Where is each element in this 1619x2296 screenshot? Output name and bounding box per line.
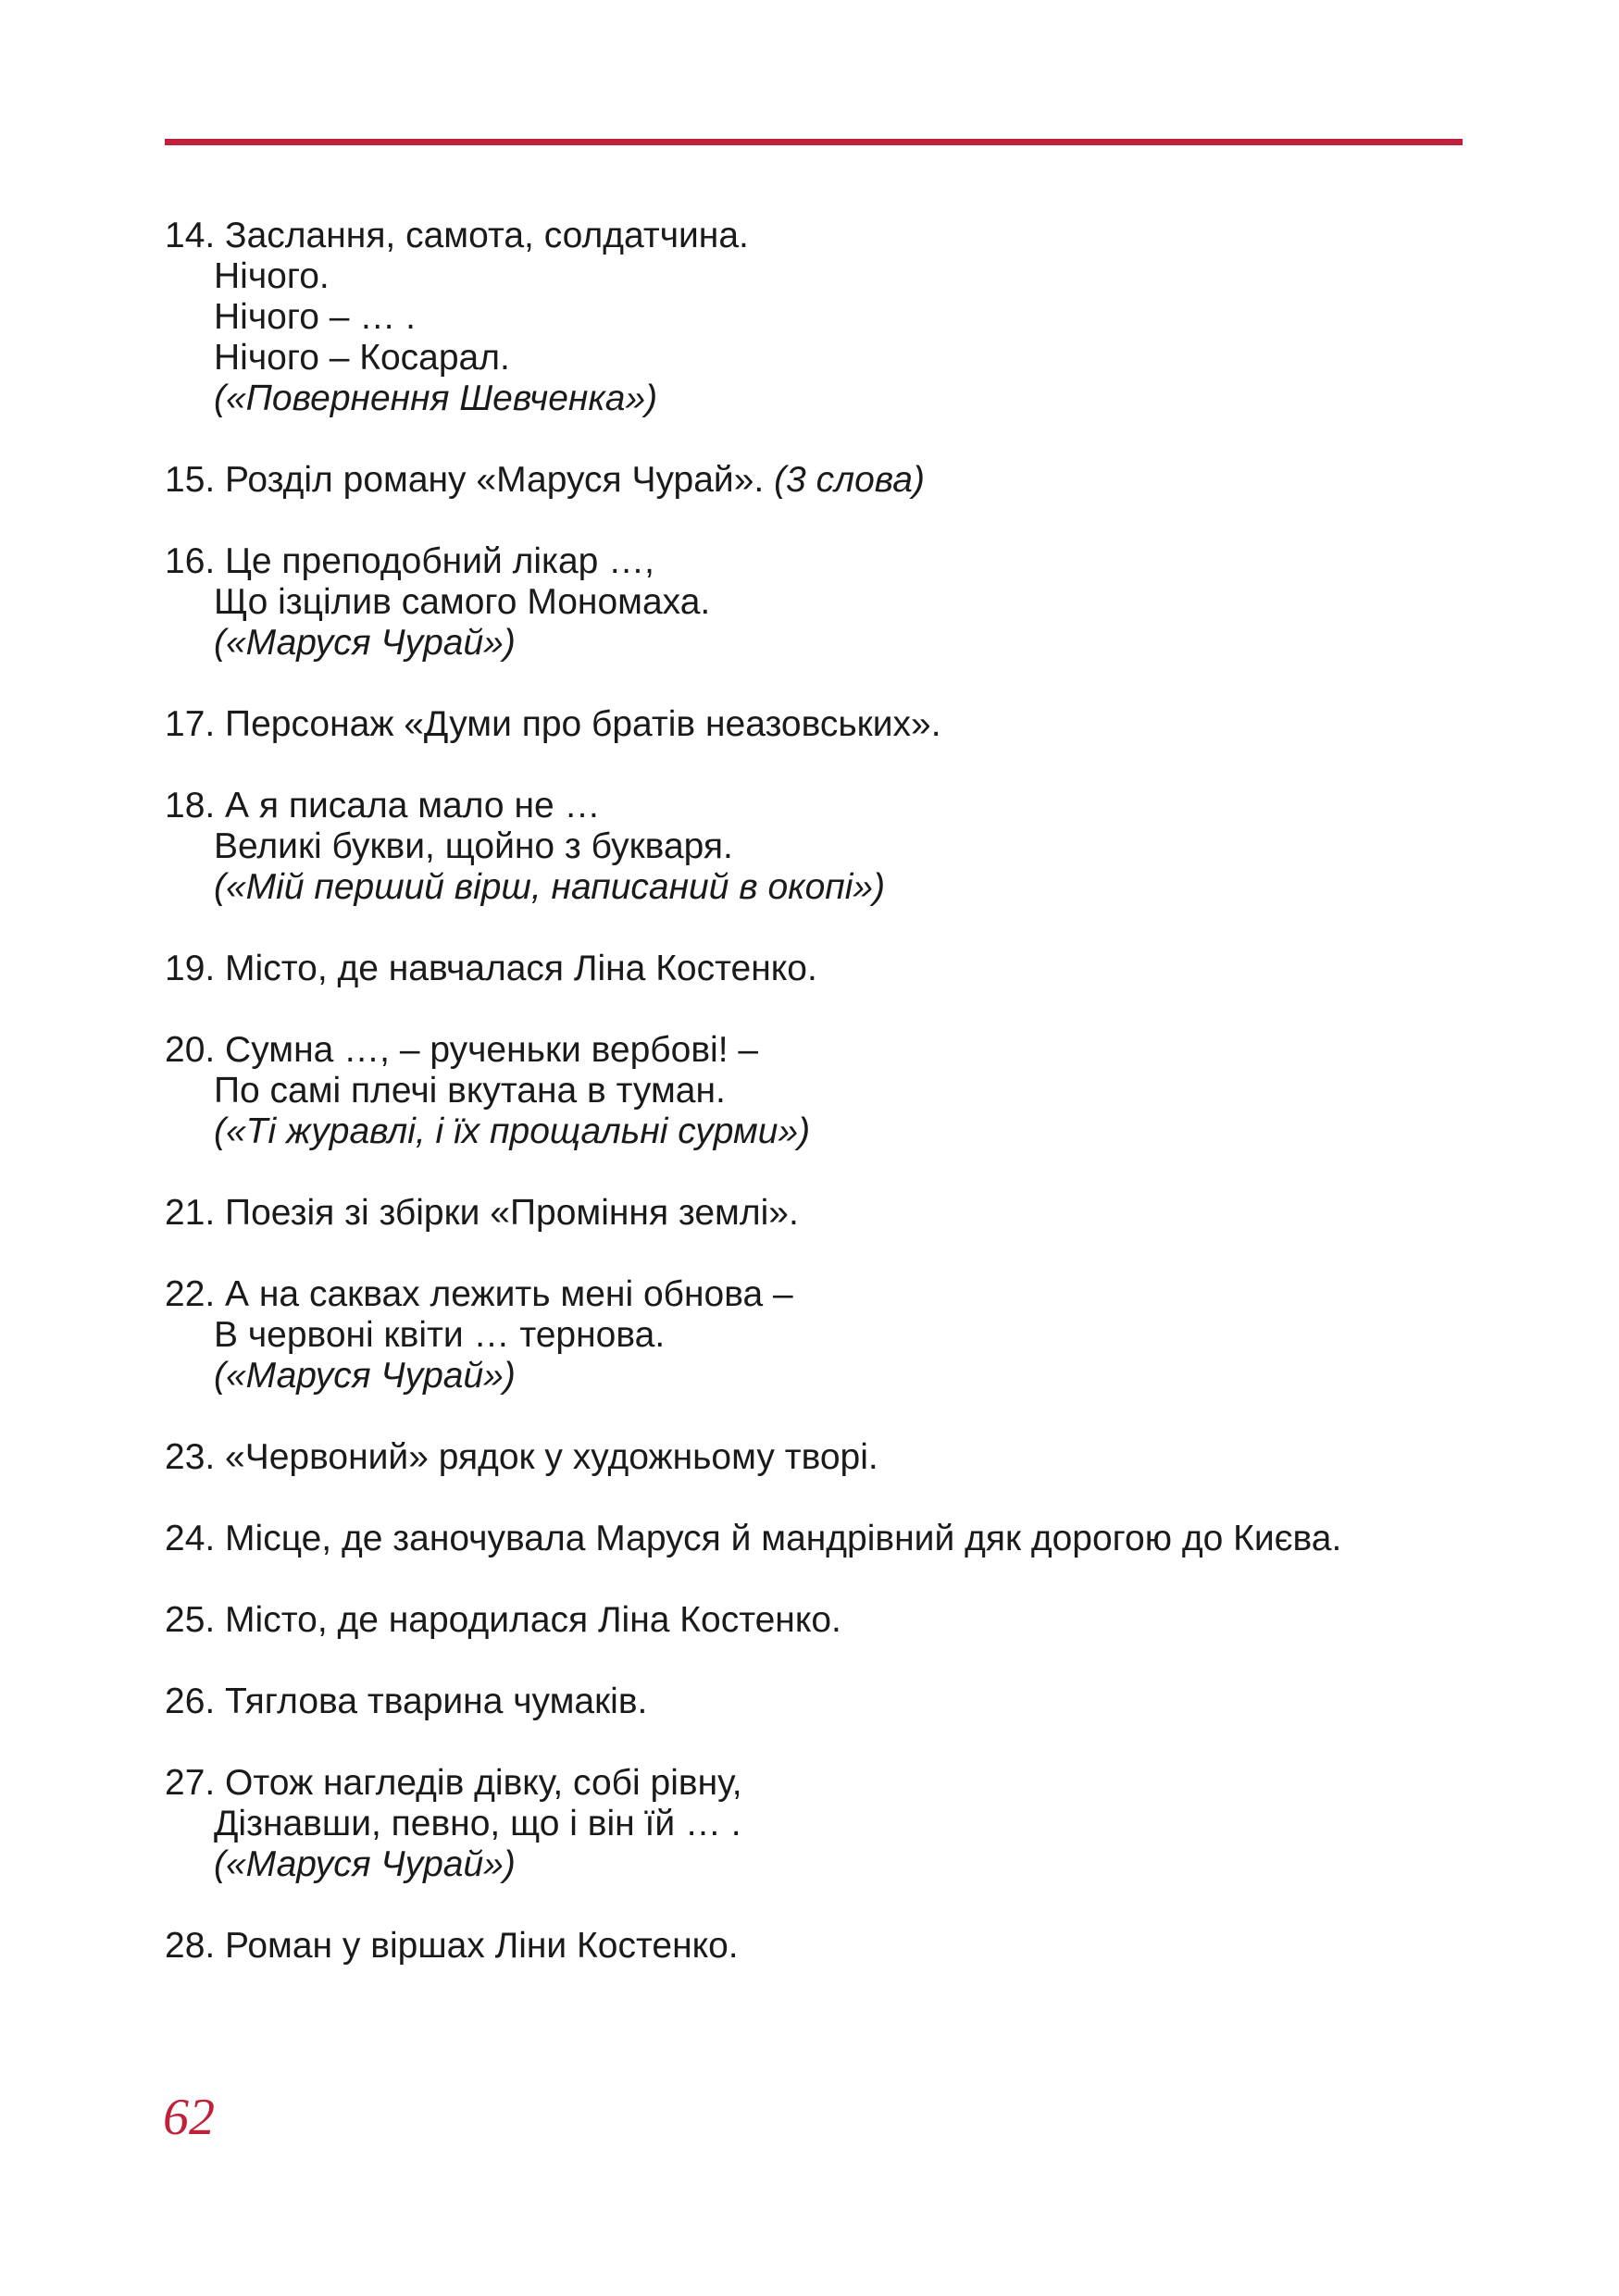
clue-line-text: 15. Розділ роману «Маруся Чурай». (165, 460, 765, 500)
clue-source: («Мій перший вірш, написаний в окопі») (214, 867, 886, 907)
clue-continuation-line (165, 826, 1479, 867)
clue-item (165, 541, 1479, 664)
top-rule (165, 139, 1463, 145)
clue-line-text: 18. А я писала мало не … (165, 786, 601, 825)
clue-continuation-line (165, 1804, 1479, 1844)
clue-line-text: Нічого – … . (214, 297, 416, 337)
clue-source: («Ті журавлі, і їх прощальні сурми») (214, 1111, 811, 1151)
clue-line-text: Нічого – Косарал. (214, 338, 510, 378)
clue-line-text: 22. А на саквах лежить мені обнова – (165, 1274, 793, 1314)
clue-line-text: По самі плечі вкутана в туман. (214, 1071, 726, 1111)
clue-item (165, 1600, 1479, 1641)
clue-text (165, 1193, 1479, 1234)
clue-note: (3 слова) (774, 460, 925, 500)
clue-text (165, 1030, 1479, 1071)
clue-item (165, 216, 1479, 419)
clue-line-text: 16. Це преподобний лікар …, (165, 541, 654, 581)
clue-item (165, 1519, 1479, 1559)
clue-continuation-line (165, 297, 1479, 338)
clue-continuation-line (165, 1315, 1479, 1356)
clue-item (165, 949, 1479, 989)
clue-item (165, 1763, 1479, 1885)
clue-text (165, 1437, 1479, 1478)
clue-continuation-line (165, 582, 1479, 623)
clue-continuation-line (165, 1071, 1479, 1111)
clue-item (165, 1030, 1479, 1152)
clue-item (165, 1437, 1479, 1478)
clue-line-text: Великі букви, щойно з букваря. (214, 826, 733, 866)
clue-text (165, 1682, 1479, 1722)
clue-text (165, 216, 1479, 256)
clue-source: («Маруся Чурай») (214, 623, 516, 663)
clue-line-text: 27. Отож нагледів дівку, собі рівну, (165, 1763, 742, 1803)
clue-line-text: 19. Місто, де навчалася Ліна Костенко. (165, 949, 817, 988)
clue-text (165, 704, 1479, 745)
clue-line-text: Що ізцілив самого Мономаха. (214, 582, 711, 622)
clue-item (165, 1682, 1479, 1722)
clue-source: («Повернення Шевченка») (214, 379, 658, 418)
clue-text (165, 786, 1479, 826)
clue-text (165, 1274, 1479, 1315)
clue-item (165, 460, 1479, 501)
clue-line-text: 21. Поезія зі збірки «Проміння землі». (165, 1193, 799, 1233)
clue-line-text: 23. «Червоний» рядок у художньому творі. (165, 1437, 878, 1477)
clue-line-text: 28. Роман у віршах Ліни Костенко. (165, 1926, 739, 1966)
clue-text (165, 1763, 1479, 1804)
clue-line-text: 17. Персонаж «Думи про братів неазовських». (165, 704, 941, 744)
page-number: 62 (163, 2089, 215, 2146)
clue-list (165, 216, 1479, 2007)
clue-continuation-line (165, 338, 1479, 379)
clue-text (165, 1519, 1479, 1559)
clue-line-text: Нічого. (214, 256, 330, 296)
clue-text (165, 541, 1479, 582)
clue-item (165, 704, 1479, 745)
clue-item (165, 1193, 1479, 1234)
clue-source: («Маруся Чурай») (214, 1356, 516, 1396)
clue-line-text: 26. Тяглова тварина чумаків. (165, 1682, 648, 1721)
clue-line-text: 20. Сумна …, – рученьки вербові! – (165, 1030, 759, 1070)
clue-line-text: Дізнавши, певно, що і він їй … . (214, 1804, 741, 1843)
clue-source: («Маруся Чурай») (214, 1844, 516, 1884)
clue-line-text: 24. Місце, де заночувала Маруся й мандрівний дяк дорогою до Києва. (165, 1519, 1342, 1558)
clue-text (165, 1600, 1479, 1641)
clue-line-text: 14. Заслання, самота, солдатчина. (165, 216, 749, 255)
clue-line-text: 25. Місто, де народилася Ліна Костенко. (165, 1600, 841, 1640)
clue-text (165, 1926, 1479, 1967)
clue-item (165, 1274, 1479, 1396)
clue-item (165, 1926, 1479, 1967)
clue-text (165, 949, 1479, 989)
clue-item (165, 786, 1479, 908)
clue-text (165, 460, 1479, 501)
clue-line-text: В червоні квіти … тернова. (214, 1315, 666, 1355)
clue-continuation-line (165, 256, 1479, 297)
